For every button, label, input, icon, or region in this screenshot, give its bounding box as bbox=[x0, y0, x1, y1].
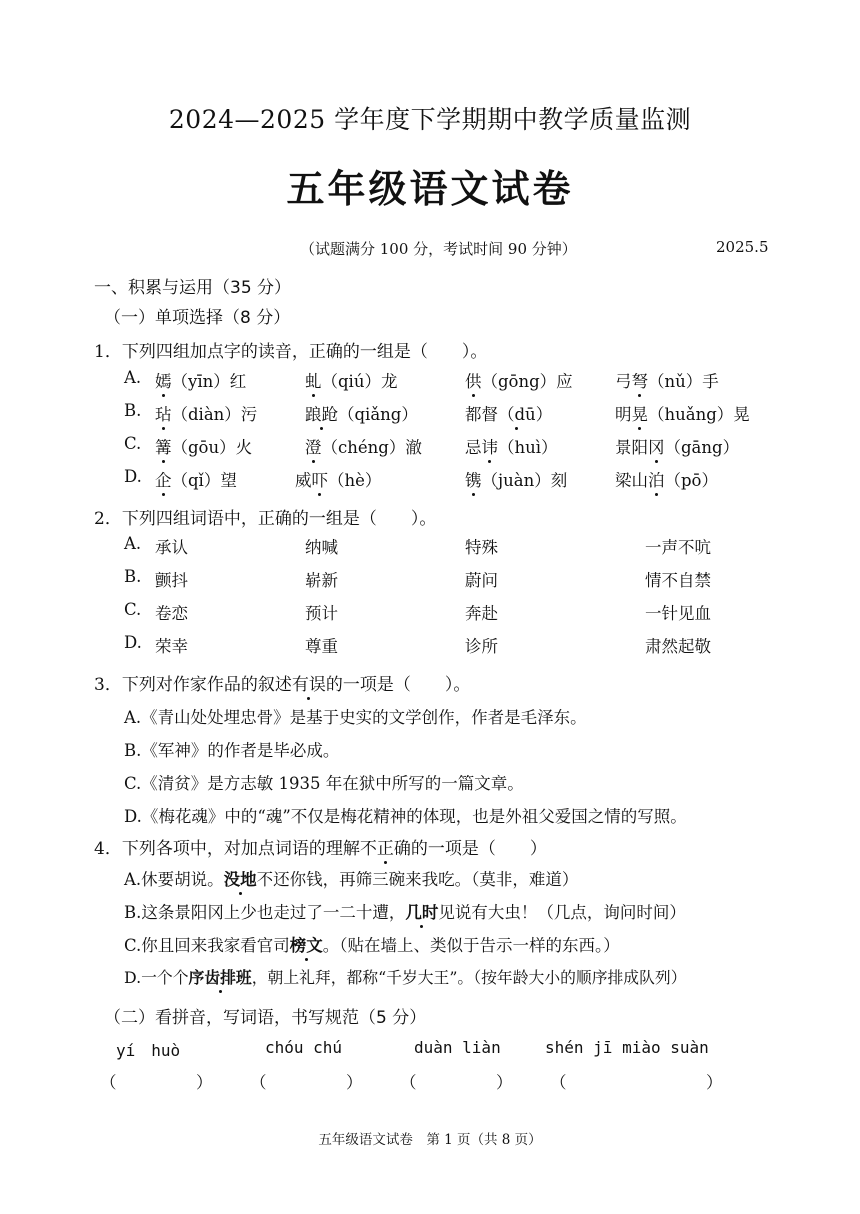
answer-blank-4-close[interactable]: ） bbox=[706, 1073, 723, 1092]
q3-option-b: B.《军神》的作者是毕必成。 bbox=[124, 741, 340, 760]
answer-blank-2-open[interactable]: （ bbox=[250, 1073, 267, 1092]
q4-stem: 4．下列各项中，对加点词语的理解不正确的一项是（ ） bbox=[94, 834, 547, 859]
exam-title: 2024—2025 学年度下学期期中教学质量监测 bbox=[168, 105, 692, 134]
answer-blank-2-close[interactable]: ） bbox=[346, 1073, 363, 1092]
sub2-heading: （二）看拼音，写词语，书写规范（5 分） bbox=[104, 1008, 427, 1028]
answer-blank-1-open[interactable]: （ bbox=[100, 1073, 117, 1092]
q2-stem: 2．下列四组词语中，正确的一组是（ ）。 bbox=[94, 509, 437, 529]
q4-option-a: A.休要胡说。没地不还你钱，再筛三碗来我吃。（莫非，难道） bbox=[124, 866, 578, 890]
page-footer: 五年级语文试卷 第 1 页（共 8 页） bbox=[318, 1132, 542, 1148]
pinyin-1: yí huò bbox=[116, 1041, 181, 1060]
exam-subtitle: 五年级语文试卷 bbox=[286, 167, 574, 211]
pinyin-2: chóu chú bbox=[265, 1038, 343, 1057]
answer-blank-3-open[interactable]: （ bbox=[400, 1073, 417, 1092]
part1-heading: 一、积累与运用（35 分） bbox=[94, 278, 292, 298]
exam-info: （试题满分 100 分，考试时间 90 分钟） bbox=[300, 240, 577, 258]
q3-option-a: A.《青山处处埋忠骨》是基于史实的文学创作，作者是毛泽东。 bbox=[124, 708, 587, 727]
q3-stem: 3．下列对作家作品的叙述有误的一项是（ ）。 bbox=[94, 670, 470, 695]
pinyin-3: duàn liàn bbox=[414, 1038, 501, 1057]
q4-option-d: D.一个个序齿排班，朝上礼拜，都称“千岁大王”。（按年龄大小的顺序排成队列） bbox=[124, 965, 687, 988]
q4-option-b: B.这条景阳冈上少也走过了一二十遭，几时见说有大虫！（几点，询问时间） bbox=[124, 899, 686, 923]
q1-stem: 1．下列四组加点字的读音，正确的一组是（ ）。 bbox=[94, 342, 488, 362]
answer-blank-3-close[interactable]: ） bbox=[496, 1073, 513, 1092]
answer-blank-4-open[interactable]: （ bbox=[550, 1073, 567, 1092]
sub1-heading: （一）单项选择（8 分） bbox=[104, 308, 291, 328]
answer-blank-1-close[interactable]: ） bbox=[196, 1073, 213, 1092]
q3-option-c: C.《清贫》是方志敏 1935 年在狱中所写的一篇文章。 bbox=[124, 774, 524, 793]
q4-option-c: C.你且回来我家看官司榜文。（贴在墙上、类似于告示一样的东西。） bbox=[124, 932, 620, 956]
pinyin-4: shén jī miào suàn bbox=[545, 1038, 709, 1057]
exam-date: 2025.5 bbox=[716, 238, 769, 256]
q3-option-d: D.《梅花魂》中的“魂”不仅是梅花精神的体现，也是外祖父爱国之情的写照。 bbox=[124, 807, 687, 826]
